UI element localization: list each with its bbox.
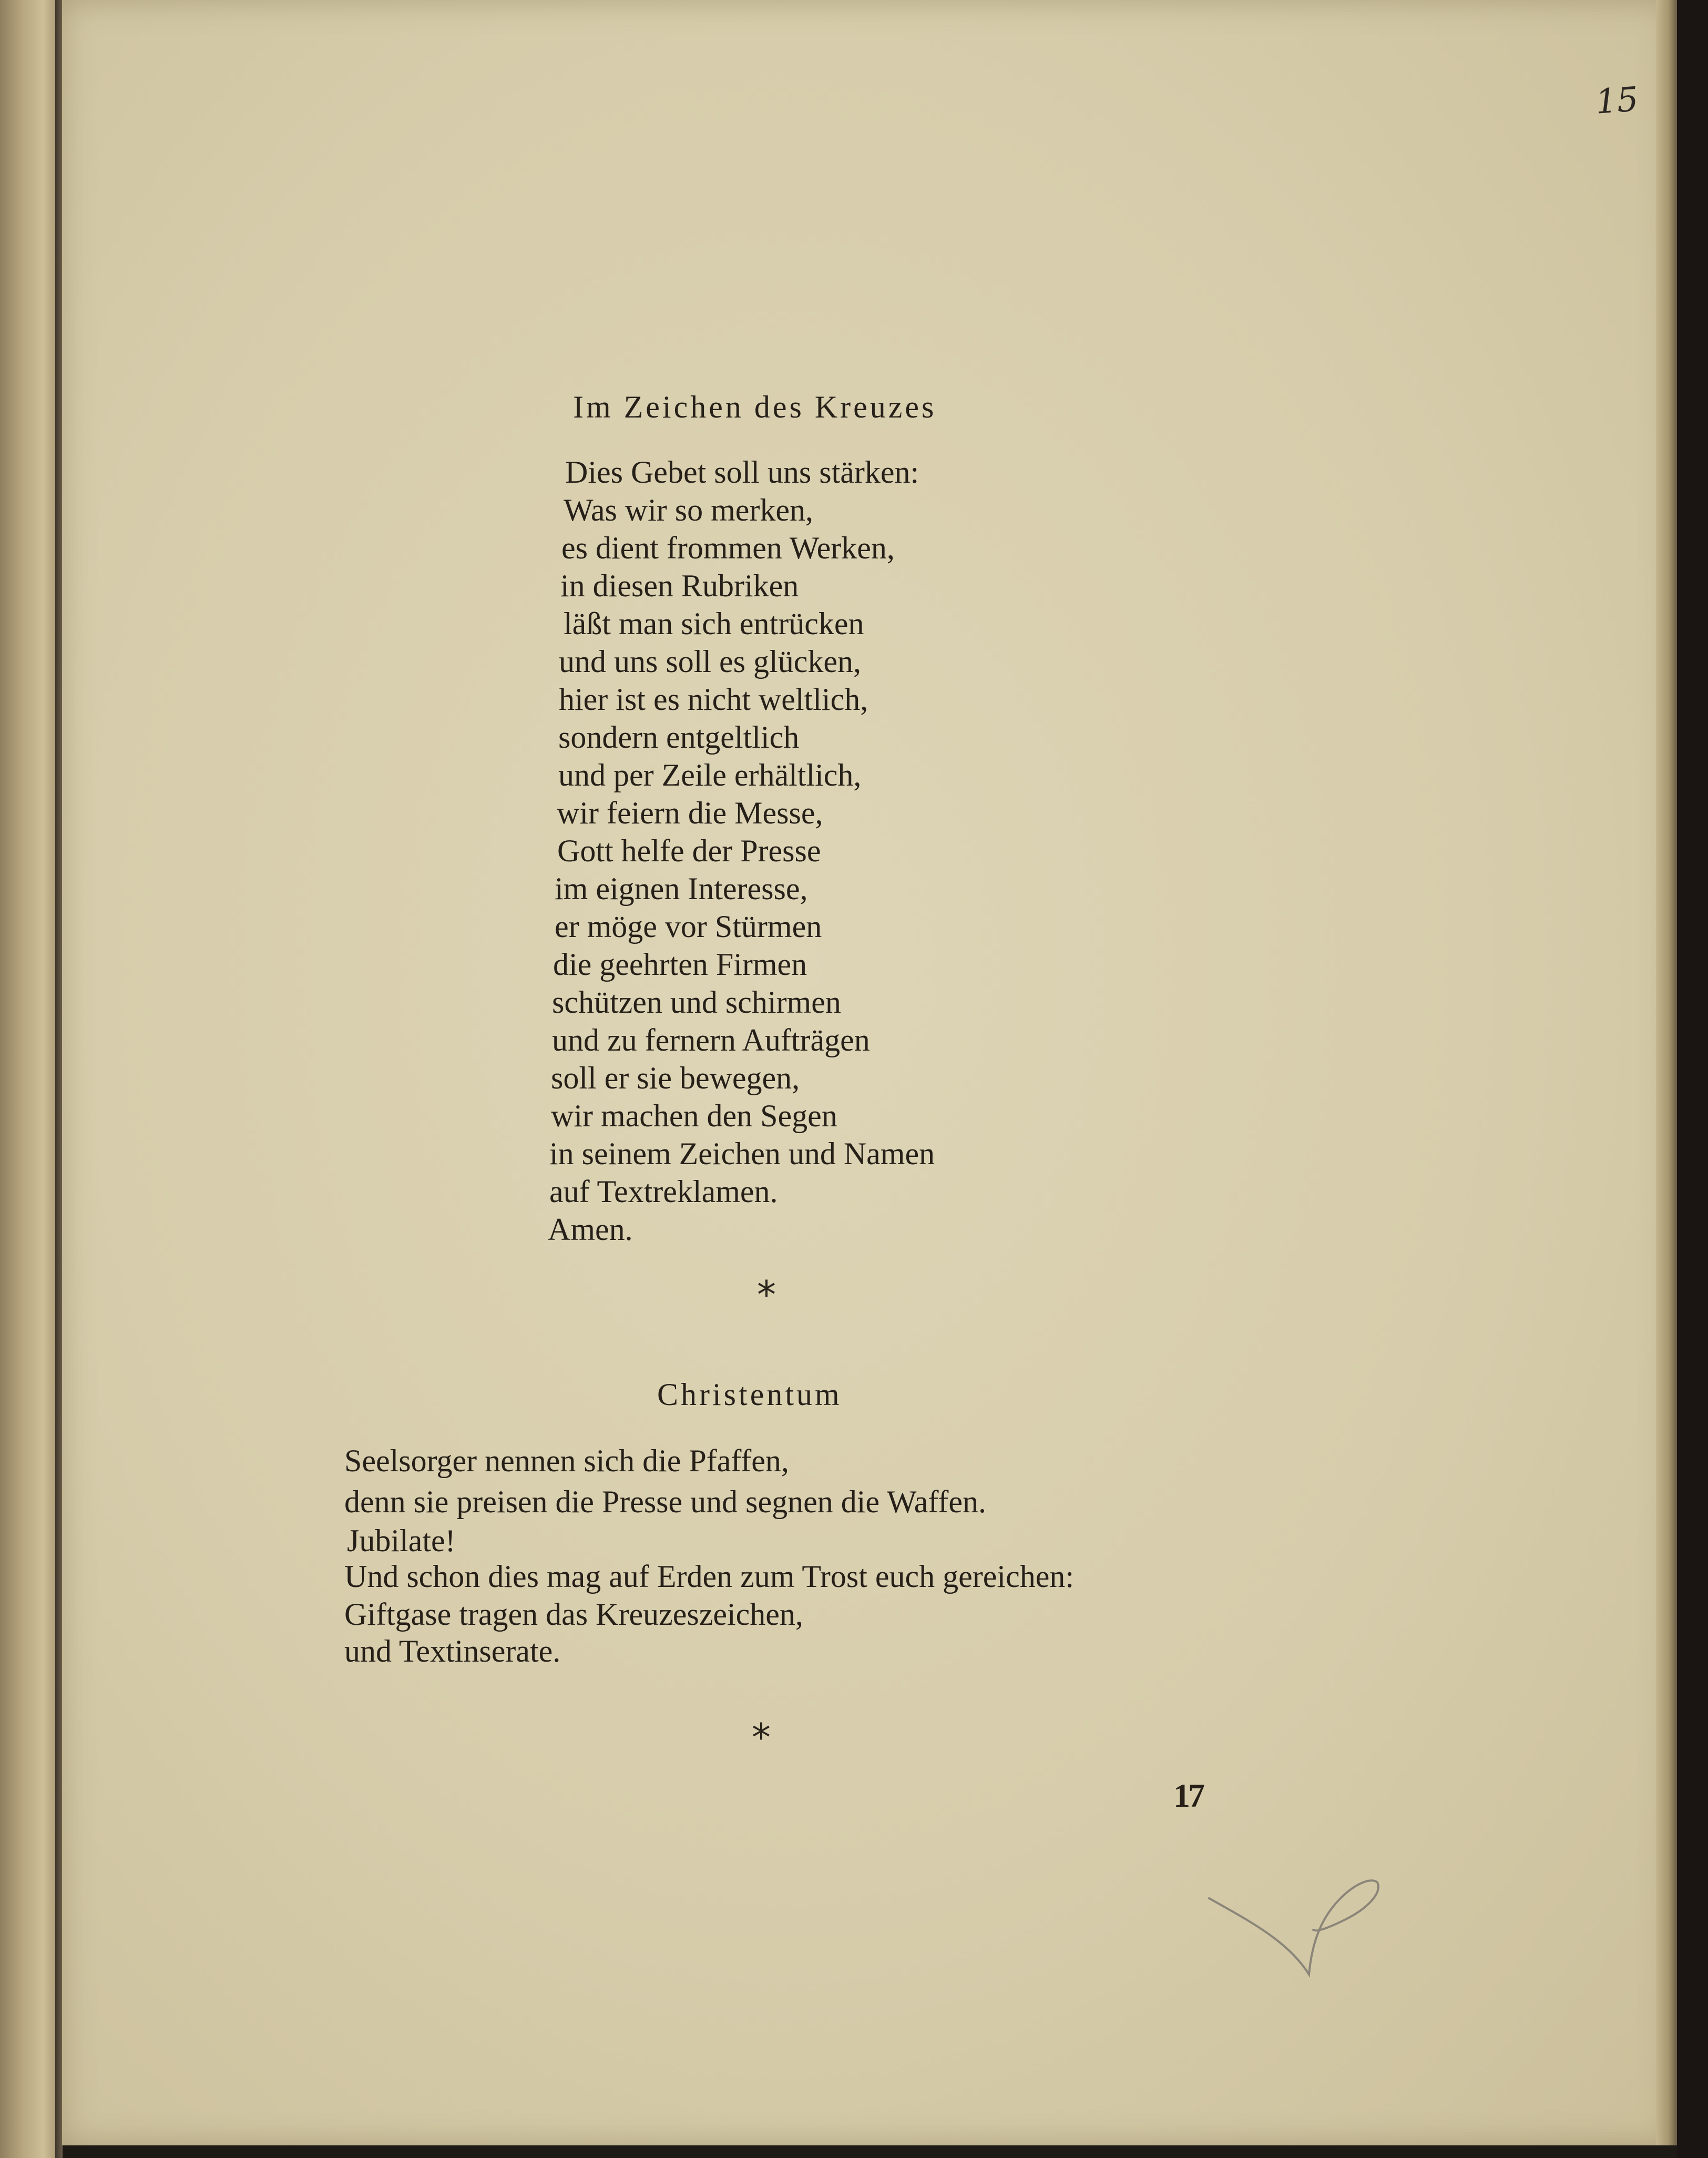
poem1-line: hier ist es nicht weltlich,: [559, 682, 868, 717]
poem1-line: Gott helfe der Presse: [557, 833, 821, 868]
paper-page: [62, 0, 1672, 2145]
poem1-line: schützen und schirmen: [552, 985, 841, 1020]
page-edge-shadow: [1656, 0, 1677, 2145]
poem2-line: Und schon dies mag auf Erden zum Trost euch gereichen:: [344, 1559, 1074, 1594]
poem1-line: auf Textreklamen.: [549, 1174, 778, 1209]
poem1-line: wir machen den Segen: [551, 1098, 837, 1133]
poem1-line: es dient frommen Werken,: [561, 531, 895, 565]
section-separator: *: [752, 1715, 771, 1759]
poem2-line: Giftgase tragen das Kreuzeszeichen,: [344, 1597, 803, 1632]
book-gutter: [55, 0, 63, 2158]
facing-page-edge: [0, 0, 58, 2158]
handwritten-folio: 15: [1594, 80, 1640, 122]
poem1-line: und uns soll es glücken,: [559, 644, 861, 679]
poem1-line: sondern entgeltlich: [558, 720, 800, 755]
poem1-line: er möge vor Stürmen: [555, 909, 822, 944]
poem2-line: Seelsorger nennen sich die Pfaffen,: [344, 1443, 789, 1478]
poem1-line: Dies Gebet soll uns stärken:: [565, 455, 919, 490]
poem-title-1: Im Zeichen des Kreuzes: [573, 390, 937, 424]
poem1-line: Was wir so merken,: [564, 493, 814, 527]
page-number: 17: [1173, 1777, 1203, 1814]
poem1-line: wir feiern die Messe,: [557, 796, 823, 830]
poem1-line: in seinem Zeichen und Namen: [549, 1136, 935, 1171]
pencil-annotation: [1199, 1840, 1409, 1998]
poem1-line: die geehrten Firmen: [553, 947, 807, 982]
poem1-line: in diesen Rubriken: [560, 568, 799, 603]
poem1-line: soll er sie bewegen,: [551, 1061, 800, 1095]
poem2-line: denn sie preisen die Presse und segnen die Waffen.: [344, 1484, 986, 1519]
poem1-line: und per Zeile erhältlich,: [558, 758, 862, 792]
section-separator: *: [757, 1273, 776, 1317]
poem1-line: Amen.: [548, 1212, 633, 1247]
poem1-line: und zu fernern Aufträgen: [552, 1023, 870, 1057]
poem2-line: Jubilate!: [347, 1523, 456, 1558]
scan-border: [1677, 0, 1708, 2158]
poem1-line: im eignen Interesse,: [555, 871, 808, 906]
poem-title-2: Christentum: [657, 1377, 842, 1412]
poem1-line: läßt man sich entrücken: [564, 606, 864, 641]
poem2-line: und Textinserate.: [344, 1634, 561, 1668]
